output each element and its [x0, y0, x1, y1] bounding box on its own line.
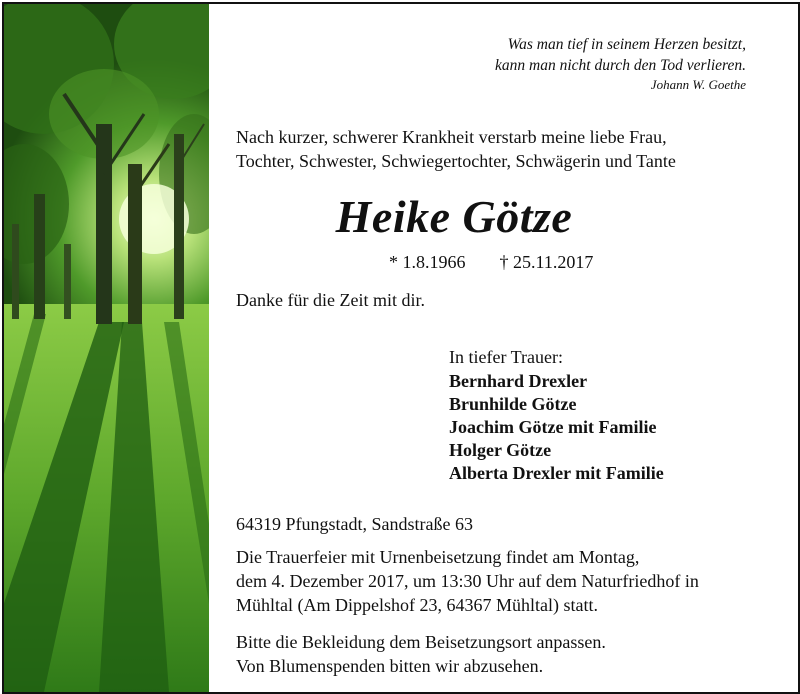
address: 64319 Pfungstadt, Sandstraße 63	[236, 514, 473, 534]
ceremony-line: dem 4. Dezember 2017, um 13:30 Uhr auf dem Naturfriedhof in	[236, 571, 699, 591]
obituary-notice	[2, 2, 800, 694]
mourner-name: Holger Götze	[449, 440, 552, 460]
mourner-name: Bernhard Drexler	[449, 371, 588, 391]
intro-line: Tochter, Schwester, Schwiegertochter, Schwägerin und Tante	[236, 151, 676, 171]
intro-line: Nach kurzer, schwerer Krankheit verstarb meine liebe Frau,	[236, 127, 667, 147]
deceased-name: Heike Götze	[335, 191, 573, 242]
quote-author: Johann W. Goethe	[650, 77, 746, 92]
quote-line: Was man tief in seinem Herzen besitzt,	[507, 36, 746, 53]
life-dates	[389, 250, 593, 274]
thanks-line: Danke für die Zeit mit dir.	[236, 290, 425, 310]
announcement-intro	[236, 125, 676, 173]
ceremony-line: Mühltal (Am Dippelshof 23, 64367 Mühltal) statt.	[236, 595, 598, 615]
mourners-list	[449, 370, 664, 485]
death-date: † 25.11.2017	[499, 252, 594, 272]
request-line: Von Blumenspenden bitten wir abzusehen.	[236, 656, 544, 676]
goethe-quote	[495, 34, 746, 94]
mourner-name: Brunhilde Götze	[449, 394, 577, 414]
quote-line: kann man nicht durch den Tod verlieren.	[495, 57, 746, 74]
mourning-intro: In tiefer Trauer:	[449, 347, 563, 367]
ceremony-line: Die Trauerfeier mit Urnenbeisetzung findet am Montag,	[236, 547, 640, 567]
dress-and-flowers-request	[236, 630, 606, 678]
ceremony-info	[236, 545, 776, 617]
mourner-name: Joachim Götze mit Familie	[449, 417, 657, 437]
birth-date: * 1.8.1966	[389, 252, 466, 272]
mourner-name: Alberta Drexler mit Familie	[449, 463, 664, 483]
request-line: Bitte die Bekleidung dem Beisetzungsort anpassen.	[236, 632, 606, 652]
obituary-text	[4, 4, 798, 692]
